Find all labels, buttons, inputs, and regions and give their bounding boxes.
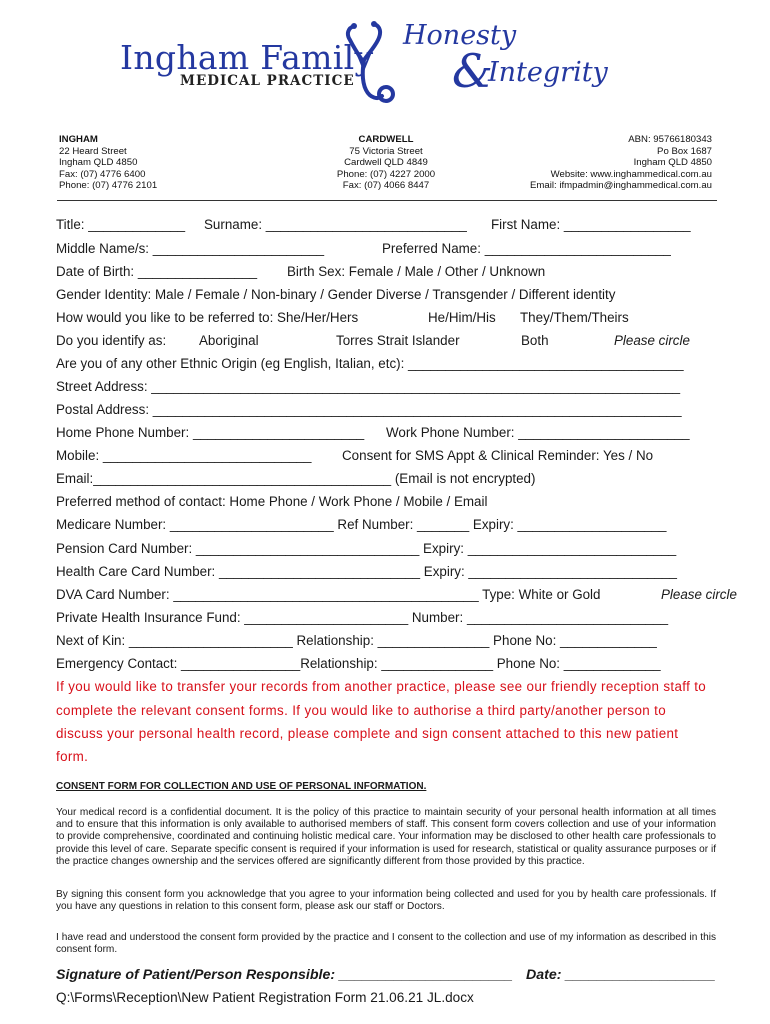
medicare-field[interactable]: Medicare Number: ______________________ Ref Number: _______ Expiry: ____________________ bbox=[56, 517, 667, 532]
contact-town: Ingham QLD 4850 bbox=[633, 157, 712, 169]
preferred-name-field[interactable]: Preferred Name: _________________________ bbox=[382, 241, 671, 256]
pronoun-he[interactable]: He/Him/His bbox=[428, 310, 496, 325]
dva-card-field[interactable]: DVA Card Number: _________________________________________ Type: White or Gold bbox=[56, 587, 601, 602]
tagline-integrity: Integrity bbox=[488, 57, 608, 88]
ethnic-origin-field[interactable]: Are you of any other Ethnic Origin (eg English, Italian, etc): _____________________________________ bbox=[56, 356, 684, 371]
tagline-ampersand: & bbox=[452, 44, 493, 98]
preferred-contact-options[interactable]: Preferred method of contact: Home Phone / Work Phone / Mobile / Email bbox=[56, 494, 488, 509]
emergency-contact-field[interactable]: Emergency Contact: ________________Relationship: _______________ Phone No: _____________ bbox=[56, 656, 661, 671]
middle-name-field[interactable]: Middle Name/s: _______________________ bbox=[56, 241, 325, 256]
pronoun-question[interactable]: How would you like to be referred to: She/Her/Hers bbox=[56, 310, 359, 325]
consent-paragraph-3: I have read and understood the consent form provided by the practice and I consent to the collection and use of my information as described in this consent form. bbox=[56, 932, 716, 956]
website: Website: www.inghammedical.com.au bbox=[550, 168, 712, 180]
private-health-field[interactable]: Private Health Insurance Fund: ______________________ Number: ___________________________ bbox=[56, 610, 669, 625]
sms-consent-options[interactable]: Consent for SMS Appt & Clinical Reminder: Yes / No bbox=[342, 448, 654, 463]
cardwell-fax: Fax: (07) 4066 8447 bbox=[342, 180, 430, 192]
health-care-card-field[interactable]: Health Care Card Number: ___________________________ Expiry: ____________________________ bbox=[56, 564, 677, 579]
work-phone-field[interactable]: Work Phone Number: _______________________ bbox=[386, 425, 690, 440]
transfer-notice-line-2: complete the relevant consent forms. If you would like to authorise a third party/another person to bbox=[56, 703, 667, 718]
next-of-kin-field[interactable]: Next of Kin: ______________________ Relationship: _______________ Phone No: _____________ bbox=[56, 633, 657, 648]
practice-logo-subtitle: MEDICAL PRACTICE bbox=[180, 73, 355, 89]
surname-field[interactable]: Surname: ___________________________ bbox=[204, 217, 467, 232]
first-name-field[interactable]: First Name: _________________ bbox=[491, 217, 691, 232]
mobile-field[interactable]: Mobile: ____________________________ bbox=[56, 448, 312, 463]
cardwell-town: Cardwell QLD 4849 bbox=[344, 157, 428, 169]
title-field[interactable]: Title: _____________ bbox=[56, 217, 186, 232]
transfer-notice-line-4: form. bbox=[56, 749, 89, 764]
contact-address-block bbox=[490, 134, 712, 192]
pronoun-they[interactable]: They/Them/Theirs bbox=[520, 310, 629, 325]
transfer-notice-line-3: discuss your personal health record, please complete and sign consent attached to this new patient bbox=[56, 726, 679, 741]
po-box: Po Box 1687 bbox=[657, 145, 712, 157]
date-of-birth-field[interactable]: Date of Birth: ________________ bbox=[56, 264, 258, 279]
please-circle-note: Please circle bbox=[614, 333, 690, 348]
cardwell-address-block bbox=[303, 134, 469, 192]
ingham-phone: Phone: (07) 4776 2101 bbox=[59, 180, 158, 192]
stethoscope-icon bbox=[340, 20, 400, 106]
home-phone-field[interactable]: Home Phone Number: _______________________ bbox=[56, 425, 365, 440]
transfer-notice-line-1: If you would like to transfer your records from another practice, please see our friendly reception staff to bbox=[56, 679, 707, 694]
footer-file-path: Q:\Forms\Reception\New Patient Registration Form 21.06.21 JL.docx bbox=[56, 990, 474, 1005]
email-field[interactable]: Email:________________________________________ (Email is not encrypted) bbox=[56, 471, 536, 486]
ingham-street: 22 Heard Street bbox=[59, 145, 127, 157]
consent-title: CONSENT FORM FOR COLLECTION AND USE OF PERSONAL INFORMATION. bbox=[56, 781, 427, 792]
tagline-honesty: Honesty bbox=[403, 20, 517, 51]
consent-paragraph-1: Your medical record is a confidential document. It is the policy of this practice to maintain security of your personal health information at all times and to ensure that this information is only available to authorised members of staff. This consent form covers collection and use of your information to provide comprehensive, coordinated and continuing holistic medical care. Your information may be disclosed to other health care professionals to provide this level of care. Separate specific consent is required if your information is used for research, statistical or quality assurance purposes or if the practice changes ownership and the services offered are significantly different from those provided by this practice. bbox=[56, 807, 716, 867]
identify-aboriginal[interactable]: Aboriginal bbox=[199, 333, 259, 348]
date-field[interactable]: Date: ___________________ bbox=[526, 967, 716, 983]
dva-please-circle-note: Please circle bbox=[661, 587, 737, 602]
email-address: Email: ifmpadmin@inghammedical.com.au bbox=[530, 180, 712, 192]
consent-paragraph-2: By signing this consent form you acknowledge that you agree to your information being collected and used for you by health care professionals. If you have any questions in relation to this consent form, please ask our staff or Doctors. bbox=[56, 889, 716, 913]
street-address-field[interactable]: Street Address: _______________________________________________________________________ bbox=[56, 379, 681, 394]
identify-both[interactable]: Both bbox=[521, 333, 549, 348]
abn: ABN: 95766180343 bbox=[628, 134, 712, 145]
identify-question: Do you identify as: bbox=[56, 333, 167, 348]
practice-logo-name: Ingham Family bbox=[120, 38, 374, 77]
cardwell-heading: CARDWELL bbox=[358, 134, 414, 145]
gender-identity-options[interactable]: Gender Identity: Male / Female / Non-binary / Gender Diverse / Transgender / Different identity bbox=[56, 287, 616, 302]
ingham-address-block bbox=[59, 134, 157, 192]
postal-address-field[interactable]: Postal Address: _______________________________________________________________________ bbox=[56, 402, 682, 417]
header-divider bbox=[57, 200, 717, 201]
cardwell-phone: Phone: (07) 4227 2000 bbox=[336, 168, 436, 180]
ingham-town: Ingham QLD 4850 bbox=[59, 157, 138, 169]
identify-torres-strait[interactable]: Torres Strait Islander bbox=[336, 333, 460, 348]
cardwell-street: 75 Victoria Street bbox=[349, 145, 423, 157]
signature-field[interactable]: Signature of Patient/Person Responsible: ______________________ bbox=[56, 967, 513, 983]
ingham-heading: INGHAM bbox=[59, 134, 98, 145]
ingham-fax: Fax: (07) 4776 6400 bbox=[59, 168, 146, 180]
pension-card-field[interactable]: Pension Card Number: ______________________________ Expiry: ____________________________ bbox=[56, 541, 677, 556]
birth-sex-options[interactable]: Birth Sex: Female / Male / Other / Unknown bbox=[287, 264, 546, 279]
